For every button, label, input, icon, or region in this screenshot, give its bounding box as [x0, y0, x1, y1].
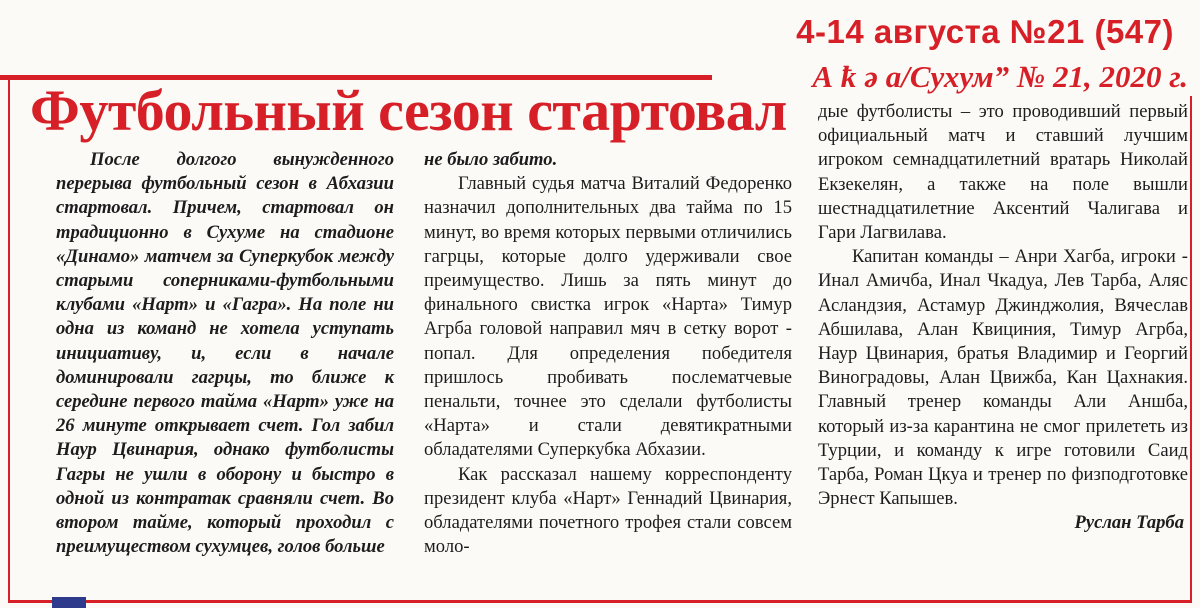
article-headline: Футбольный сезон стартовал	[30, 78, 787, 143]
article-author: Руслан Тарба	[1074, 512, 1184, 534]
next-article-initial-fragment	[52, 597, 86, 608]
article-column-2	[424, 148, 792, 559]
issue-date-number: 4-14 августа №21 (547)	[796, 13, 1174, 50]
article-column-1	[56, 148, 394, 559]
article-paragraph: Главный судья матча Виталий Федоренко назначил дополнительных два тайма по 15 минут, во время которых первыми отличились гагрцы, которые долго удерживали свое преимущество. Лишь за пять минут до финального свистка игрок «Нарта» Тимур Агрба головой направил мяч в сетку ворот - попал. Для определения победителя пришлось пробивать послематчевые пенальти, точнее это сделали футболисты «Нарта» и стали девятикратными обладателями Суперкубка Абхазии.	[424, 173, 792, 461]
source-citation: А ҟ ә а/Сухум” № 21, 2020 г.	[812, 59, 1188, 94]
frame-left-rule	[8, 80, 10, 600]
article-paragraph: Капитан команды – Анри Хагба, игроки - Инал Амичба, Инал Чкадуа, Лев Тарба, Аляс Асландзия, Астамур Джинджолия, Вячеслав Абшилава, Алан Квициния, Тимур Агрба, Наур Цвинария, братья Владимир и Георгий Виноградовы, Алан Цвижба, Кан Цахнакия. Главный тренер команды Али Аншба, который из-за карантина не смог прилететь из Турции, и команду к игре готовили Саид Тарба, Роман Цкуа и тренер по физподготовке Эрнест Капышев.	[818, 246, 1188, 510]
article-paragraph: Как рассказал нашему корреспонденту президент клуба «Нарт» Геннадий Цвинария, обладателями почетного трофея стали совсем моло-	[424, 463, 792, 558]
article-column-3	[818, 100, 1188, 536]
article-lead: После долгого вынужденного перерыва футбольный сезон в Абхазии стартовал. Причем, стартовал он традиционно в Сухуме на стадионе «Динамо» матчем за Суперкубок между старыми соперниками-футбольными клубами «Нарт» и «Гагра». На поле ни одна из команд не хотела уступать инициативу, и, если в начале доминировали гагрцы, то ближе к середине первого тайма «Нарт» уже на 26 минуте открывает счет. Гол забил Наур Цвинария, однако футболисты Гагры не ушли в оборону и быстро в одной из контратак сравняли счет. Во втором тайме, который проходил с преимуществом сухумцев, голов больше	[56, 149, 394, 558]
article-paragraph-continuation: дые футболисты – это проводивший первый официальный матч и ставший лучшим игроком семнадцатилетний вратарь Николай Екзекелян, а также на поле вышли шестнадцатилетние Аксентий Чалигава и Гари Лагвилава.	[818, 101, 1188, 244]
frame-right-rule	[1190, 96, 1192, 600]
article-lead-continuation: не было забито.	[424, 149, 558, 170]
frame-bottom-rule	[8, 600, 1192, 603]
